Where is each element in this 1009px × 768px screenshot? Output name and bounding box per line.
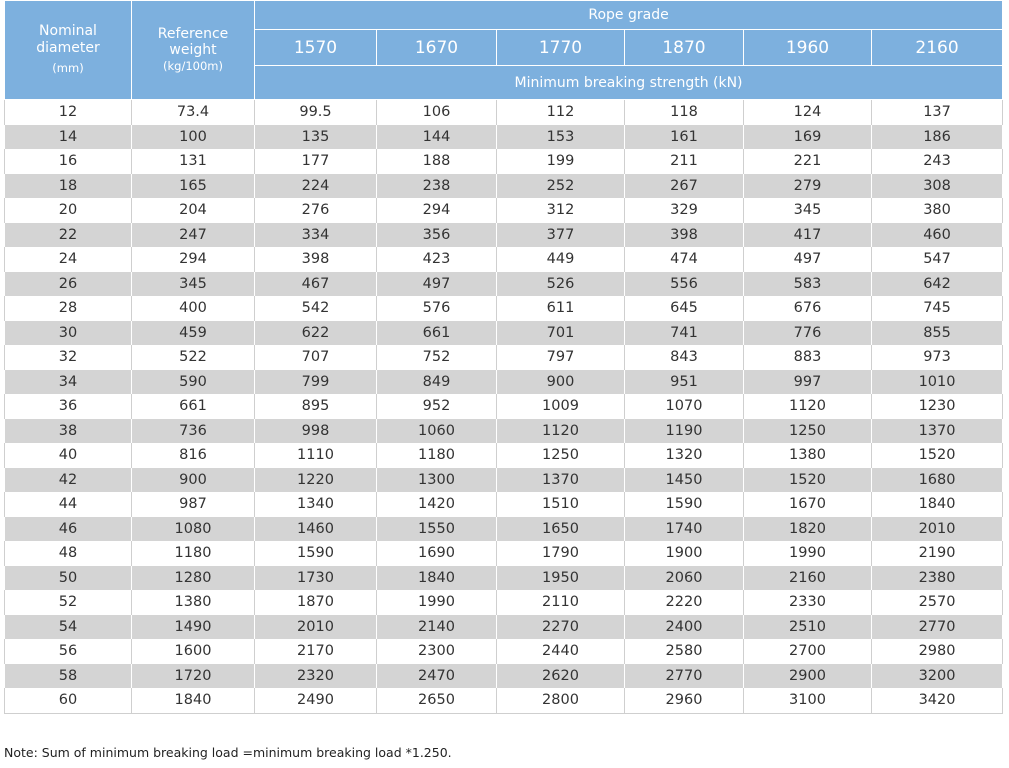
table-row (5, 223, 1003, 248)
cell-breaking-strength: 2400 (625, 615, 744, 640)
table-row (5, 639, 1003, 664)
table-row (5, 443, 1003, 468)
cell-breaking-strength: 1870 (255, 590, 377, 615)
cell-breaking-strength: 2620 (497, 664, 625, 689)
cell-reference-weight: 165 (132, 174, 255, 199)
table-row (5, 345, 1003, 370)
cell-breaking-strength: 2010 (255, 615, 377, 640)
cell-reference-weight: 247 (132, 223, 255, 248)
cell-reference-weight: 1280 (132, 566, 255, 591)
header-grade-1870: 1870 (625, 30, 744, 66)
cell-breaking-strength: 849 (377, 370, 497, 395)
cell-breaking-strength: 997 (744, 370, 872, 395)
header-nominal-diameter-label: Nominal diameter (36, 23, 100, 56)
cell-reference-weight: 100 (132, 125, 255, 150)
cell-reference-weight: 987 (132, 492, 255, 517)
cell-breaking-strength: 1820 (744, 517, 872, 542)
cell-breaking-strength: 243 (872, 149, 1003, 174)
cell-breaking-strength: 1450 (625, 468, 744, 493)
cell-breaking-strength: 676 (744, 296, 872, 321)
table-body (5, 100, 1003, 714)
cell-breaking-strength: 497 (377, 272, 497, 297)
table-note: Note: Sum of minimum breaking load =minimum breaking load *1.250. (4, 745, 452, 760)
cell-breaking-strength: 474 (625, 247, 744, 272)
cell-reference-weight: 1840 (132, 688, 255, 713)
cell-breaking-strength: 2140 (377, 615, 497, 640)
header-grade-2160: 2160 (872, 30, 1003, 66)
table-row (5, 321, 1003, 346)
cell-breaking-strength: 294 (377, 198, 497, 223)
cell-breaking-strength: 238 (377, 174, 497, 199)
table-row (5, 492, 1003, 517)
cell-reference-weight: 661 (132, 394, 255, 419)
cell-breaking-strength: 1230 (872, 394, 1003, 419)
cell-nominal-diameter: 36 (5, 394, 132, 419)
cell-nominal-diameter: 20 (5, 198, 132, 223)
cell-reference-weight: 1380 (132, 590, 255, 615)
cell-breaking-strength: 900 (497, 370, 625, 395)
cell-breaking-strength: 1740 (625, 517, 744, 542)
cell-reference-weight: 73.4 (132, 100, 255, 125)
cell-breaking-strength: 1790 (497, 541, 625, 566)
cell-breaking-strength: 2060 (625, 566, 744, 591)
cell-breaking-strength: 467 (255, 272, 377, 297)
cell-breaking-strength: 1250 (744, 419, 872, 444)
cell-reference-weight: 1080 (132, 517, 255, 542)
header-rope-grade: Rope grade (255, 1, 1003, 30)
table-row (5, 100, 1003, 125)
cell-nominal-diameter: 16 (5, 149, 132, 174)
table-row (5, 272, 1003, 297)
cell-breaking-strength: 267 (625, 174, 744, 199)
cell-reference-weight: 131 (132, 149, 255, 174)
cell-nominal-diameter: 44 (5, 492, 132, 517)
cell-breaking-strength: 1680 (872, 468, 1003, 493)
cell-breaking-strength: 398 (255, 247, 377, 272)
cell-breaking-strength: 2800 (497, 688, 625, 713)
cell-breaking-strength: 1010 (872, 370, 1003, 395)
cell-reference-weight: 522 (132, 345, 255, 370)
cell-breaking-strength: 118 (625, 100, 744, 125)
cell-breaking-strength: 1520 (872, 443, 1003, 468)
cell-breaking-strength: 2650 (377, 688, 497, 713)
cell-breaking-strength: 883 (744, 345, 872, 370)
table-header (5, 1, 1003, 100)
cell-nominal-diameter: 12 (5, 100, 132, 125)
cell-nominal-diameter: 42 (5, 468, 132, 493)
cell-breaking-strength: 1300 (377, 468, 497, 493)
table-row (5, 517, 1003, 542)
cell-breaking-strength: 752 (377, 345, 497, 370)
cell-breaking-strength: 1370 (872, 419, 1003, 444)
cell-breaking-strength: 2170 (255, 639, 377, 664)
cell-breaking-strength: 279 (744, 174, 872, 199)
cell-reference-weight: 816 (132, 443, 255, 468)
cell-nominal-diameter: 38 (5, 419, 132, 444)
header-grade-1570: 1570 (255, 30, 377, 66)
cell-breaking-strength: 3420 (872, 688, 1003, 713)
cell-nominal-diameter: 26 (5, 272, 132, 297)
cell-breaking-strength: 1590 (625, 492, 744, 517)
cell-breaking-strength: 276 (255, 198, 377, 223)
cell-breaking-strength: 1120 (744, 394, 872, 419)
cell-breaking-strength: 2570 (872, 590, 1003, 615)
table-row (5, 664, 1003, 689)
cell-breaking-strength: 1990 (744, 541, 872, 566)
cell-breaking-strength: 1990 (377, 590, 497, 615)
cell-breaking-strength: 2440 (497, 639, 625, 664)
header-reference-weight-label: Reference weight (157, 26, 229, 58)
cell-breaking-strength: 2510 (744, 615, 872, 640)
header-grade-1670: 1670 (377, 30, 497, 66)
cell-breaking-strength: 556 (625, 272, 744, 297)
cell-breaking-strength: 2190 (872, 541, 1003, 566)
table-row (5, 566, 1003, 591)
table-row (5, 468, 1003, 493)
cell-breaking-strength: 329 (625, 198, 744, 223)
cell-breaking-strength: 855 (872, 321, 1003, 346)
table-row (5, 590, 1003, 615)
cell-nominal-diameter: 32 (5, 345, 132, 370)
cell-breaking-strength: 1900 (625, 541, 744, 566)
cell-breaking-strength: 460 (872, 223, 1003, 248)
cell-breaking-strength: 3100 (744, 688, 872, 713)
cell-breaking-strength: 224 (255, 174, 377, 199)
cell-reference-weight: 1600 (132, 639, 255, 664)
table-row (5, 688, 1003, 713)
cell-breaking-strength: 135 (255, 125, 377, 150)
cell-reference-weight: 204 (132, 198, 255, 223)
cell-nominal-diameter: 54 (5, 615, 132, 640)
table-row (5, 394, 1003, 419)
cell-breaking-strength: 2980 (872, 639, 1003, 664)
cell-breaking-strength: 2270 (497, 615, 625, 640)
cell-breaking-strength: 2380 (872, 566, 1003, 591)
header-grade-1770: 1770 (497, 30, 625, 66)
rope-specification-table-container (4, 0, 1002, 714)
cell-breaking-strength: 622 (255, 321, 377, 346)
cell-breaking-strength: 973 (872, 345, 1003, 370)
cell-breaking-strength: 1690 (377, 541, 497, 566)
cell-breaking-strength: 547 (872, 247, 1003, 272)
cell-nominal-diameter: 30 (5, 321, 132, 346)
cell-breaking-strength: 2700 (744, 639, 872, 664)
cell-breaking-strength: 951 (625, 370, 744, 395)
rope-specification-table (4, 0, 1003, 714)
cell-breaking-strength: 1520 (744, 468, 872, 493)
cell-breaking-strength: 2160 (744, 566, 872, 591)
cell-breaking-strength: 1190 (625, 419, 744, 444)
table-row (5, 125, 1003, 150)
cell-breaking-strength: 1840 (377, 566, 497, 591)
cell-breaking-strength: 2490 (255, 688, 377, 713)
cell-breaking-strength: 2900 (744, 664, 872, 689)
table-row (5, 174, 1003, 199)
cell-breaking-strength: 1950 (497, 566, 625, 591)
cell-breaking-strength: 895 (255, 394, 377, 419)
cell-breaking-strength: 137 (872, 100, 1003, 125)
cell-reference-weight: 400 (132, 296, 255, 321)
cell-breaking-strength: 745 (872, 296, 1003, 321)
cell-breaking-strength: 1590 (255, 541, 377, 566)
cell-breaking-strength: 645 (625, 296, 744, 321)
cell-breaking-strength: 2220 (625, 590, 744, 615)
cell-breaking-strength: 843 (625, 345, 744, 370)
cell-nominal-diameter: 28 (5, 296, 132, 321)
cell-breaking-strength: 2470 (377, 664, 497, 689)
cell-breaking-strength: 741 (625, 321, 744, 346)
cell-breaking-strength: 611 (497, 296, 625, 321)
cell-reference-weight: 345 (132, 272, 255, 297)
header-grade-1960: 1960 (744, 30, 872, 66)
cell-reference-weight: 590 (132, 370, 255, 395)
table-row (5, 296, 1003, 321)
cell-breaking-strength: 1510 (497, 492, 625, 517)
cell-breaking-strength: 356 (377, 223, 497, 248)
cell-breaking-strength: 2330 (744, 590, 872, 615)
cell-breaking-strength: 2770 (872, 615, 1003, 640)
header-nominal-diameter-unit: (mm) (52, 61, 84, 75)
cell-breaking-strength: 2320 (255, 664, 377, 689)
cell-breaking-strength: 952 (377, 394, 497, 419)
cell-breaking-strength: 701 (497, 321, 625, 346)
cell-breaking-strength: 1420 (377, 492, 497, 517)
cell-reference-weight: 736 (132, 419, 255, 444)
cell-breaking-strength: 1220 (255, 468, 377, 493)
cell-breaking-strength: 144 (377, 125, 497, 150)
cell-breaking-strength: 377 (497, 223, 625, 248)
cell-nominal-diameter: 40 (5, 443, 132, 468)
cell-breaking-strength: 497 (744, 247, 872, 272)
cell-breaking-strength: 1180 (377, 443, 497, 468)
cell-breaking-strength: 2300 (377, 639, 497, 664)
header-reference-weight (132, 1, 255, 100)
cell-breaking-strength: 661 (377, 321, 497, 346)
cell-breaking-strength: 345 (744, 198, 872, 223)
cell-breaking-strength: 1550 (377, 517, 497, 542)
cell-nominal-diameter: 14 (5, 125, 132, 150)
cell-breaking-strength: 417 (744, 223, 872, 248)
table-row (5, 419, 1003, 444)
table-row (5, 370, 1003, 395)
cell-nominal-diameter: 48 (5, 541, 132, 566)
cell-breaking-strength: 2960 (625, 688, 744, 713)
cell-breaking-strength: 1340 (255, 492, 377, 517)
header-min-breaking-strength: Minimum breaking strength (kN) (255, 66, 1003, 100)
cell-breaking-strength: 542 (255, 296, 377, 321)
cell-breaking-strength: 169 (744, 125, 872, 150)
cell-breaking-strength: 1320 (625, 443, 744, 468)
cell-breaking-strength: 106 (377, 100, 497, 125)
cell-breaking-strength: 186 (872, 125, 1003, 150)
cell-breaking-strength: 199 (497, 149, 625, 174)
cell-reference-weight: 294 (132, 247, 255, 272)
cell-breaking-strength: 99.5 (255, 100, 377, 125)
cell-breaking-strength: 177 (255, 149, 377, 174)
cell-breaking-strength: 221 (744, 149, 872, 174)
cell-nominal-diameter: 52 (5, 590, 132, 615)
cell-reference-weight: 900 (132, 468, 255, 493)
header-reference-weight-unit: (kg/100m) (163, 59, 223, 73)
cell-breaking-strength: 1070 (625, 394, 744, 419)
cell-nominal-diameter: 58 (5, 664, 132, 689)
cell-breaking-strength: 776 (744, 321, 872, 346)
cell-nominal-diameter: 60 (5, 688, 132, 713)
table-row (5, 198, 1003, 223)
cell-breaking-strength: 707 (255, 345, 377, 370)
cell-breaking-strength: 797 (497, 345, 625, 370)
cell-breaking-strength: 642 (872, 272, 1003, 297)
cell-breaking-strength: 423 (377, 247, 497, 272)
cell-breaking-strength: 112 (497, 100, 625, 125)
cell-breaking-strength: 1460 (255, 517, 377, 542)
cell-breaking-strength: 2010 (872, 517, 1003, 542)
cell-reference-weight: 459 (132, 321, 255, 346)
cell-breaking-strength: 124 (744, 100, 872, 125)
cell-breaking-strength: 576 (377, 296, 497, 321)
cell-breaking-strength: 1670 (744, 492, 872, 517)
cell-nominal-diameter: 50 (5, 566, 132, 591)
cell-nominal-diameter: 56 (5, 639, 132, 664)
cell-breaking-strength: 1120 (497, 419, 625, 444)
cell-breaking-strength: 1060 (377, 419, 497, 444)
cell-breaking-strength: 1840 (872, 492, 1003, 517)
table-row (5, 615, 1003, 640)
cell-breaking-strength: 2580 (625, 639, 744, 664)
cell-breaking-strength: 334 (255, 223, 377, 248)
cell-breaking-strength: 161 (625, 125, 744, 150)
cell-breaking-strength: 1110 (255, 443, 377, 468)
cell-breaking-strength: 2770 (625, 664, 744, 689)
cell-breaking-strength: 308 (872, 174, 1003, 199)
cell-breaking-strength: 3200 (872, 664, 1003, 689)
cell-breaking-strength: 188 (377, 149, 497, 174)
cell-breaking-strength: 153 (497, 125, 625, 150)
cell-breaking-strength: 1370 (497, 468, 625, 493)
cell-nominal-diameter: 18 (5, 174, 132, 199)
cell-breaking-strength: 449 (497, 247, 625, 272)
cell-breaking-strength: 1009 (497, 394, 625, 419)
cell-breaking-strength: 2110 (497, 590, 625, 615)
cell-nominal-diameter: 34 (5, 370, 132, 395)
cell-breaking-strength: 398 (625, 223, 744, 248)
cell-nominal-diameter: 22 (5, 223, 132, 248)
cell-nominal-diameter: 46 (5, 517, 132, 542)
cell-breaking-strength: 252 (497, 174, 625, 199)
cell-breaking-strength: 1730 (255, 566, 377, 591)
cell-breaking-strength: 1650 (497, 517, 625, 542)
cell-breaking-strength: 998 (255, 419, 377, 444)
table-row (5, 149, 1003, 174)
cell-breaking-strength: 380 (872, 198, 1003, 223)
cell-breaking-strength: 312 (497, 198, 625, 223)
cell-nominal-diameter: 24 (5, 247, 132, 272)
cell-breaking-strength: 583 (744, 272, 872, 297)
cell-reference-weight: 1720 (132, 664, 255, 689)
cell-breaking-strength: 1380 (744, 443, 872, 468)
cell-breaking-strength: 526 (497, 272, 625, 297)
cell-reference-weight: 1490 (132, 615, 255, 640)
table-row (5, 247, 1003, 272)
table-row (5, 541, 1003, 566)
cell-reference-weight: 1180 (132, 541, 255, 566)
cell-breaking-strength: 1250 (497, 443, 625, 468)
cell-breaking-strength: 211 (625, 149, 744, 174)
cell-breaking-strength: 799 (255, 370, 377, 395)
header-nominal-diameter (5, 1, 132, 100)
